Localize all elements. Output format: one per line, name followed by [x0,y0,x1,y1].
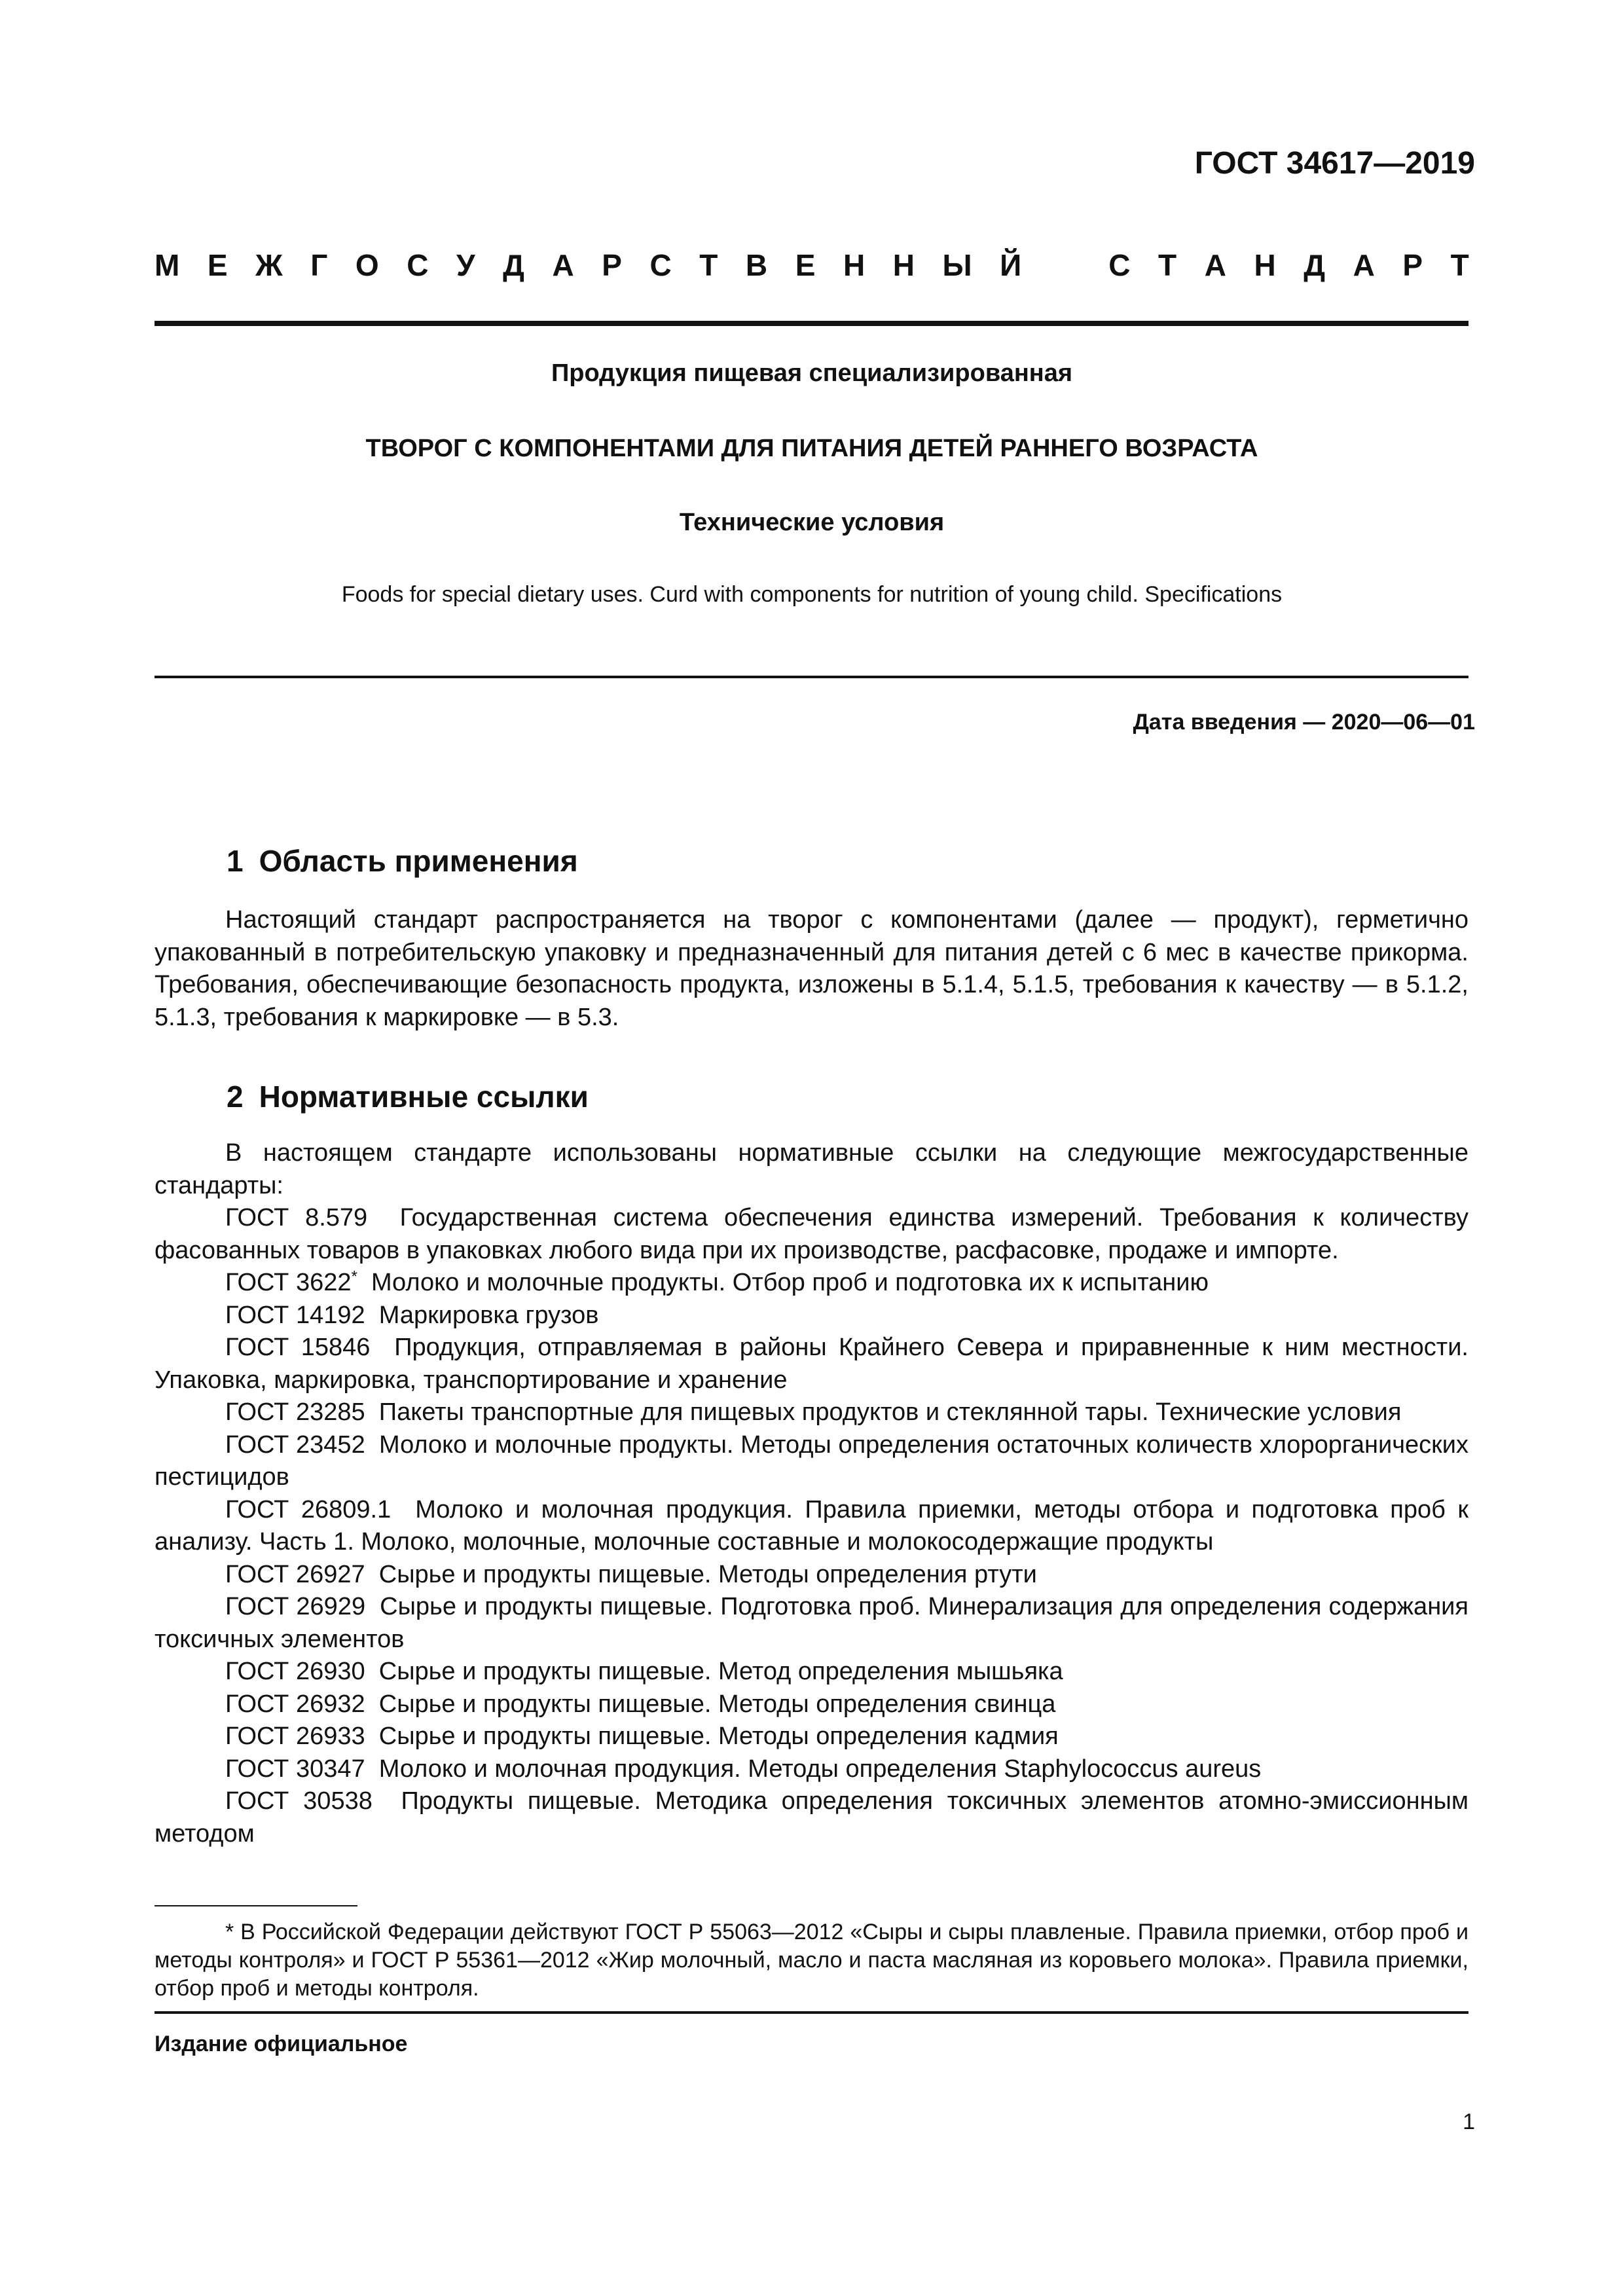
reference-code-text: ГОСТ 26929 [225,1593,366,1620]
reference-title: Сырье и продукты пищевые. Методы определения кадмия [378,1722,1059,1750]
header-letter: Д [503,248,524,282]
header-letter: О [355,248,379,282]
reference-item [155,1300,1468,1332]
reference-code [225,1658,365,1685]
references-list [155,1202,1468,1850]
reference-item [155,1559,1468,1592]
page-number: 1 [1463,2109,1475,2134]
header-letter: У [456,248,475,282]
reference-code-text: ГОСТ 26930 [225,1658,365,1685]
reference-item [155,1785,1468,1850]
reference-item [155,1656,1468,1688]
header-letter: М [155,248,180,282]
header-letter: В [745,248,768,282]
header-letter: С [649,248,672,282]
section-heading-references [227,1077,589,1116]
header-letter: А [552,248,574,282]
reference-item [155,1202,1468,1267]
header-letter: Ж [255,248,283,282]
reference-code-text: ГОСТ 15846 [225,1334,371,1361]
reference-item [155,1267,1468,1300]
word-gap [1049,246,1081,285]
reference-item [155,1429,1468,1494]
reference-item [155,1753,1468,1786]
reference-item [155,1591,1468,1656]
header-letter: Т [699,248,718,282]
header-letter: Д [1304,248,1326,282]
section-number: 1 [227,844,244,878]
scope-paragraph: Настоящий стандарт распространяется на творог с компонентами (далее — продукт), герметично упакованный в потребительскую упаковку и предназначенный для питания детей с 6 мес в качестве прикорма. Требования, обеспечивающие безопасность продукта, изложены в 5.1.4, 5.1.5, требования к качеству — в 5.1.2, 5.1.3, требования к маркировке — в 5.3. [155,906,1468,1031]
footnote-marker: * [351,1267,357,1286]
reference-item [155,1332,1468,1396]
header-letter: А [1353,248,1375,282]
reference-title: Продукция, отправляемая в районы Крайнего Севера и приравненные к ним местности. Упаковка, маркировка, транспортирование и хранение [155,1334,1468,1394]
reference-code-text: ГОСТ 26933 [225,1722,365,1750]
reference-code-text: ГОСТ 23285 [225,1398,365,1426]
header-letter: Ы [942,248,972,282]
header-letter: Н [1254,248,1276,282]
reference-title: Молоко и молочные продукты. Отбор проб и подготовка их к испытанию [371,1269,1209,1296]
official-edition-label: Издание официальное [155,2032,408,2056]
title-rule [155,676,1468,678]
reference-code-text: ГОСТ 3622 [225,1269,352,1296]
reference-code [225,1204,367,1231]
reference-title: Продукты пищевые. Методика определения токсичных элементов атомно-эмиссионным методом [155,1787,1469,1848]
reference-code [225,1269,357,1296]
section-title: Область применения [259,844,578,878]
section-title: Нормативные ссылки [259,1080,589,1114]
header-letter: С [407,248,429,282]
reference-code [225,1334,370,1361]
reference-code-text: ГОСТ 26927 [225,1560,365,1588]
reference-code-text: ГОСТ 8.579 [225,1204,368,1231]
edition-rule [155,2011,1468,2014]
header-letter: А [1204,248,1226,282]
reference-title: Молоко и молочная продукция. Методы определения Staphylococcus aureus [378,1755,1262,1783]
reference-code-text: ГОСТ 30347 [225,1755,365,1783]
section-heading-scope [227,841,578,881]
title-subtitle: Технические условия [679,509,945,536]
reference-code [225,1755,365,1783]
reference-code-text: ГОСТ 26809.1 [225,1495,392,1523]
reference-code [225,1398,365,1426]
reference-item [155,1721,1468,1753]
reference-code-text: ГОСТ 30538 [225,1787,373,1815]
reference-code-text: ГОСТ 14192 [225,1301,365,1329]
header-letter: Г [310,248,328,282]
reference-title: Маркировка грузов [378,1301,599,1329]
header-letter: С [1108,248,1131,282]
title-category: Продукция пищевая специализированная [551,359,1073,387]
footnote-rule [155,1905,357,1906]
reference-code [225,1431,365,1459]
reference-item [155,1396,1468,1429]
header-rule [155,321,1468,326]
reference-code [225,1593,365,1620]
reference-code [225,1690,365,1718]
title-main: ТВОРОГ С КОМПОНЕНТАМИ ДЛЯ ПИТАНИЯ ДЕТЕЙ РАННЕГО ВОЗРАСТА [365,435,1258,462]
header-letter: Н [892,248,915,282]
reference-title: Государственная система обеспечения единства измерений. Требования к количеству фасованных товаров в упаковках любого вида при их производстве, расфасовке, продаже и импорте. [155,1204,1468,1264]
reference-title: Сырье и продукты пищевые. Методы определения свинца [378,1690,1056,1718]
header-letter: Й [1000,248,1022,282]
footnote: * В Российской Федерации действуют ГОСТ Р 55063—2012 «Сыры и сыры плавленые. Правила приемки, отбор проб и методы контроля» и ГОСТ Р 55361—2012 «Жир молочный, масло и паста масляная из коровьего молока». Правила приемки, отбор проб и методы контроля. [155,1920,1468,2001]
header-letter: Е [207,248,228,282]
title-english: Foods for special dietary uses. Curd with components for nutrition of young child. Specifications [341,582,1283,607]
section-number: 2 [227,1080,244,1114]
reference-code [225,1722,365,1750]
header-letter: Е [795,248,816,282]
header-letter: Т [1158,248,1177,282]
reference-title: Сырье и продукты пищевые. Методы определения ртути [378,1560,1037,1588]
reference-title: Молоко и молочные продукты. Методы определения остаточных количеств хлорорганических пестицидов [155,1430,1468,1491]
header-letter: Р [1402,248,1423,282]
reference-code-text: ГОСТ 26932 [225,1690,365,1718]
reference-code [225,1561,365,1588]
reference-title: Сырье и продукты пищевые. Метод определения мышьяка [378,1658,1063,1685]
header-letter: Н [843,248,866,282]
reference-title: Молоко и молочная продукция. Правила приемки, методы отбора и подготовка проб к анализу. Часть 1. Молоко, молочные, молочные составные и молокосодержащие продукты [155,1495,1469,1556]
introduction-date: Дата введения — 2020—06—01 [1133,710,1475,735]
header-letter: Т [1450,248,1469,282]
reference-code [225,1787,373,1815]
reference-code [225,1302,365,1329]
document-number: ГОСТ 34617—2019 [1194,146,1475,181]
reference-title: Сырье и продукты пищевые. Подготовка проб. Минерализация для определения содержания токсичных элементов [155,1593,1468,1653]
reference-code [225,1496,391,1523]
reference-item [155,1494,1468,1559]
reference-title: Пакеты транспортные для пищевых продуктов и стеклянной тары. Технические условия [378,1398,1402,1426]
reference-code-text: ГОСТ 23452 [225,1430,365,1459]
reference-item [155,1688,1468,1721]
header-letter: Р [602,248,622,282]
references-intro: В настоящем стандарте использованы нормативные ссылки на следующие межгосударственные стандарты: [155,1139,1468,1199]
standard-type-header [155,246,1469,285]
